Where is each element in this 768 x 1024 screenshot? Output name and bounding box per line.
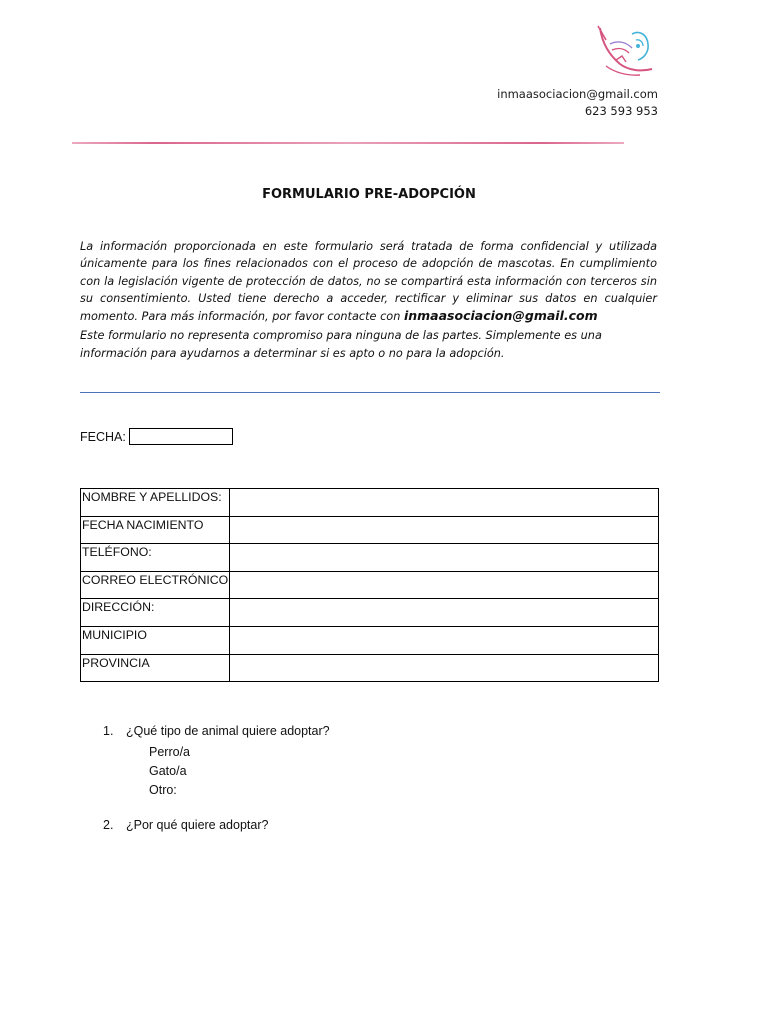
table-row [81,654,659,682]
birth-date-field[interactable] [230,516,659,544]
date-input[interactable] [129,428,233,445]
date-field [80,428,233,445]
phone-label: TELÉFONO: [81,544,230,572]
intro-text [80,238,657,362]
table-row [81,571,659,599]
intro-paragraph-2: Este formulario no representa compromiso para ninguna de las partes. Simplemente es una información para ayudarnos a determinar si es apto o no para la adopción. [80,329,602,360]
form-title: FORMULARIO PRE-ADOPCIÓN [262,187,476,202]
question-2-number: 2. [103,817,114,832]
name-field[interactable] [230,489,659,517]
province-label: PROVINCIA [81,654,230,682]
question-1-text: ¿Qué tipo de animal quiere adoptar? [126,724,330,738]
table-row [81,626,659,654]
question-2-text: ¿Por qué quiere adoptar? [126,817,269,832]
option-other[interactable]: Otro: [149,782,177,797]
header-divider [72,142,624,144]
phone-field[interactable] [230,544,659,572]
personal-data-table [80,488,659,682]
province-field[interactable] [230,654,659,682]
question-2 [80,817,269,837]
table-row [81,489,659,517]
contact-info [497,86,658,120]
contact-phone: 623 593 953 [584,104,658,118]
section-divider [80,392,660,393]
birth-date-label: FECHA NACIMIENTO [81,516,230,544]
option-cat[interactable]: Gato/a [149,763,187,778]
name-label: NOMBRE Y APELLIDOS: [81,489,230,517]
address-label: DIRECCIÓN: [81,599,230,627]
question-1 [80,724,330,743]
question-1-number: 1. [103,724,114,738]
email-field[interactable] [230,571,659,599]
question-1-options [149,743,190,800]
intro-contact-email[interactable]: inmaasociacion@gmail.com [403,308,598,324]
questions-list [80,724,330,836]
table-row [81,599,659,627]
intro-paragraph-1 [80,238,657,325]
cat-dog-logo-icon [592,20,660,80]
municipality-field[interactable] [230,626,659,654]
contact-email[interactable]: inmaasociacion@gmail.com [497,87,658,101]
option-dog[interactable]: Perro/a [149,744,190,759]
municipality-label: MUNICIPIO [81,626,230,654]
email-label: CORREO ELECTRÓNICO [81,571,230,599]
table-row [81,544,659,572]
address-field[interactable] [230,599,659,627]
date-label: FECHA: [80,429,126,444]
table-row [81,516,659,544]
intro-paragraph-1-text: La información proporcionada en este formulario será tratada de forma confidencial y utilizada únicamente para los fines relacionados con el proceso de adopción de mascotas. En cumplimiento con la legislación vigente de protección de datos, no se compartirá esta información con terceros sin su consentimiento. Usted tiene derecho a acceder, rectificar y eliminar sus datos en cualquier momento. Para más información, por favor contacte con [80,240,657,324]
